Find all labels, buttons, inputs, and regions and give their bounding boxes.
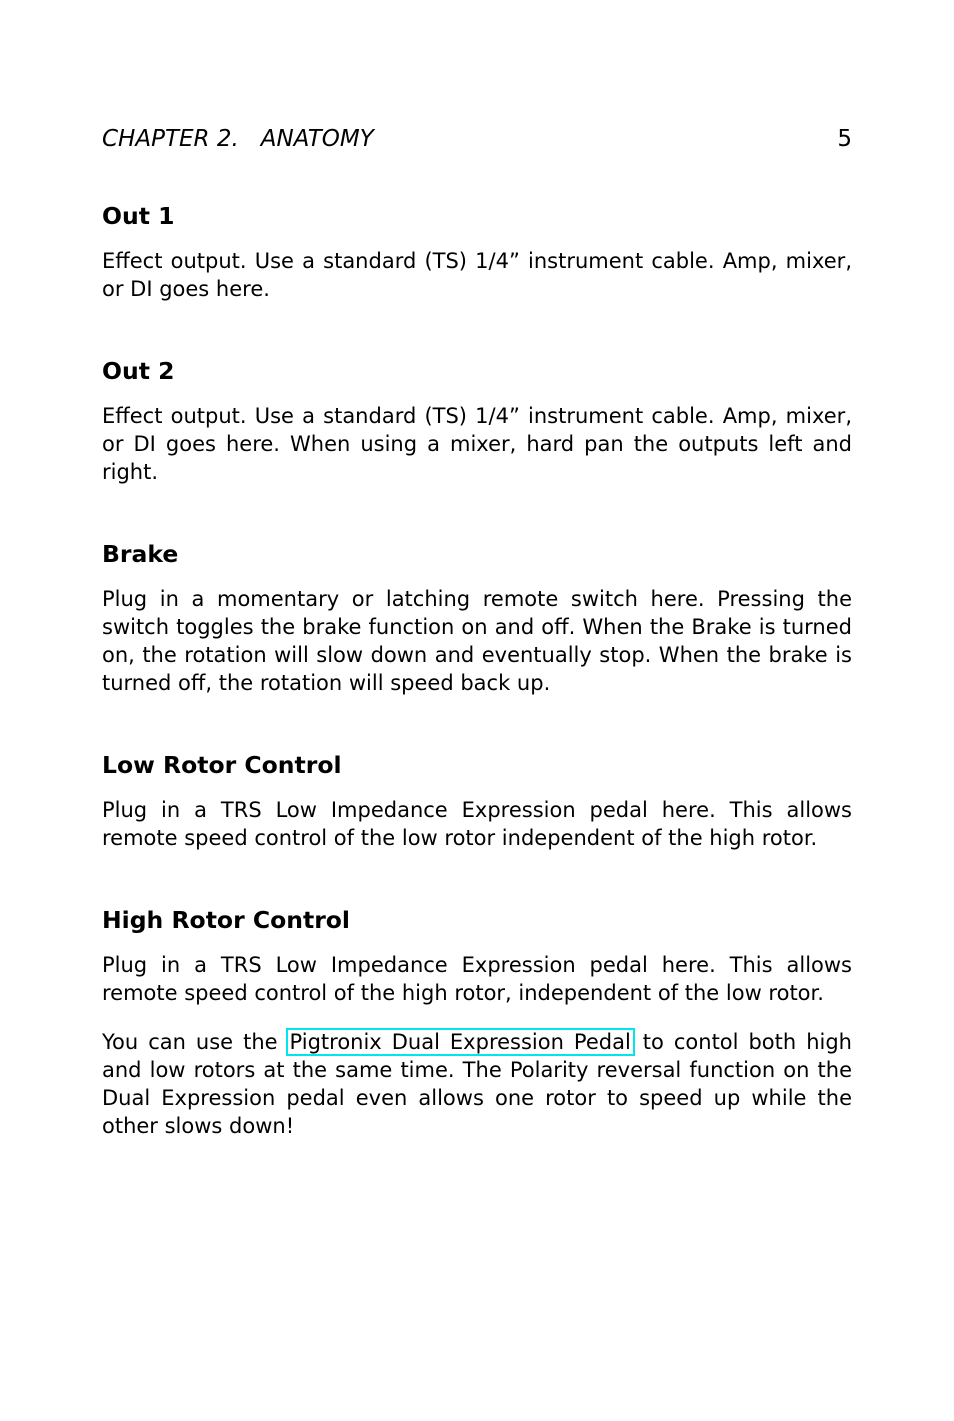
section-heading: Brake <box>102 540 179 568</box>
page-number: 5 <box>837 126 852 152</box>
section-paragraph-with-link <box>102 1028 852 1140</box>
section-paragraph: Effect output. Use a standard (TS) 1/4” instrument cable. Amp, mixer, or DI goes here. <box>102 249 852 301</box>
section-paragraph: Plug in a momentary or latching remote switch here. Pressing the switch toggles the brake function on and off. When the Brake is turned on, the rotation will slow down and eventually stop. When the brake is turned off, the rotation will speed back up. <box>102 587 852 695</box>
section-brake <box>102 537 852 697</box>
section-paragraph: Effect output. Use a standard (TS) 1/4” instrument cable. Amp, mixer, or DI goes here. When using a mixer, hard pan the outputs left and right. <box>102 404 852 484</box>
section-paragraph: Plug in a TRS Low Impedance Expression pedal here. This allows remote speed control of the low rotor independent of the high rotor. <box>102 798 852 850</box>
section-paragraph: Plug in a TRS Low Impedance Expression pedal here. This allows remote speed control of the high rotor, independent of the low rotor. <box>102 953 852 1005</box>
paragraph-text-before-link: You can use the <box>102 1030 278 1054</box>
paragraph-text-after-link: to contol both high and low rotors at the same time. The Polarity reversal function on the Dual Expression pedal even allows one rotor to speed up while the other slows down! <box>102 1030 852 1138</box>
section-high-rotor-control <box>102 903 852 1140</box>
section-low-rotor-control <box>102 748 852 852</box>
page-content <box>102 120 852 1140</box>
chapter-title: CHAPTER 2. ANATOMY <box>102 126 374 152</box>
section-out-2 <box>102 354 852 486</box>
section-heading: High Rotor Control <box>102 906 350 934</box>
pigtronix-dual-expression-pedal-link[interactable]: Pigtronix Dual Expression Pedal <box>289 1030 631 1054</box>
section-heading: Out 2 <box>102 357 175 385</box>
section-heading: Out 1 <box>102 202 175 230</box>
section-heading: Low Rotor Control <box>102 751 342 779</box>
section-out-1 <box>102 199 852 303</box>
running-header <box>102 120 852 158</box>
